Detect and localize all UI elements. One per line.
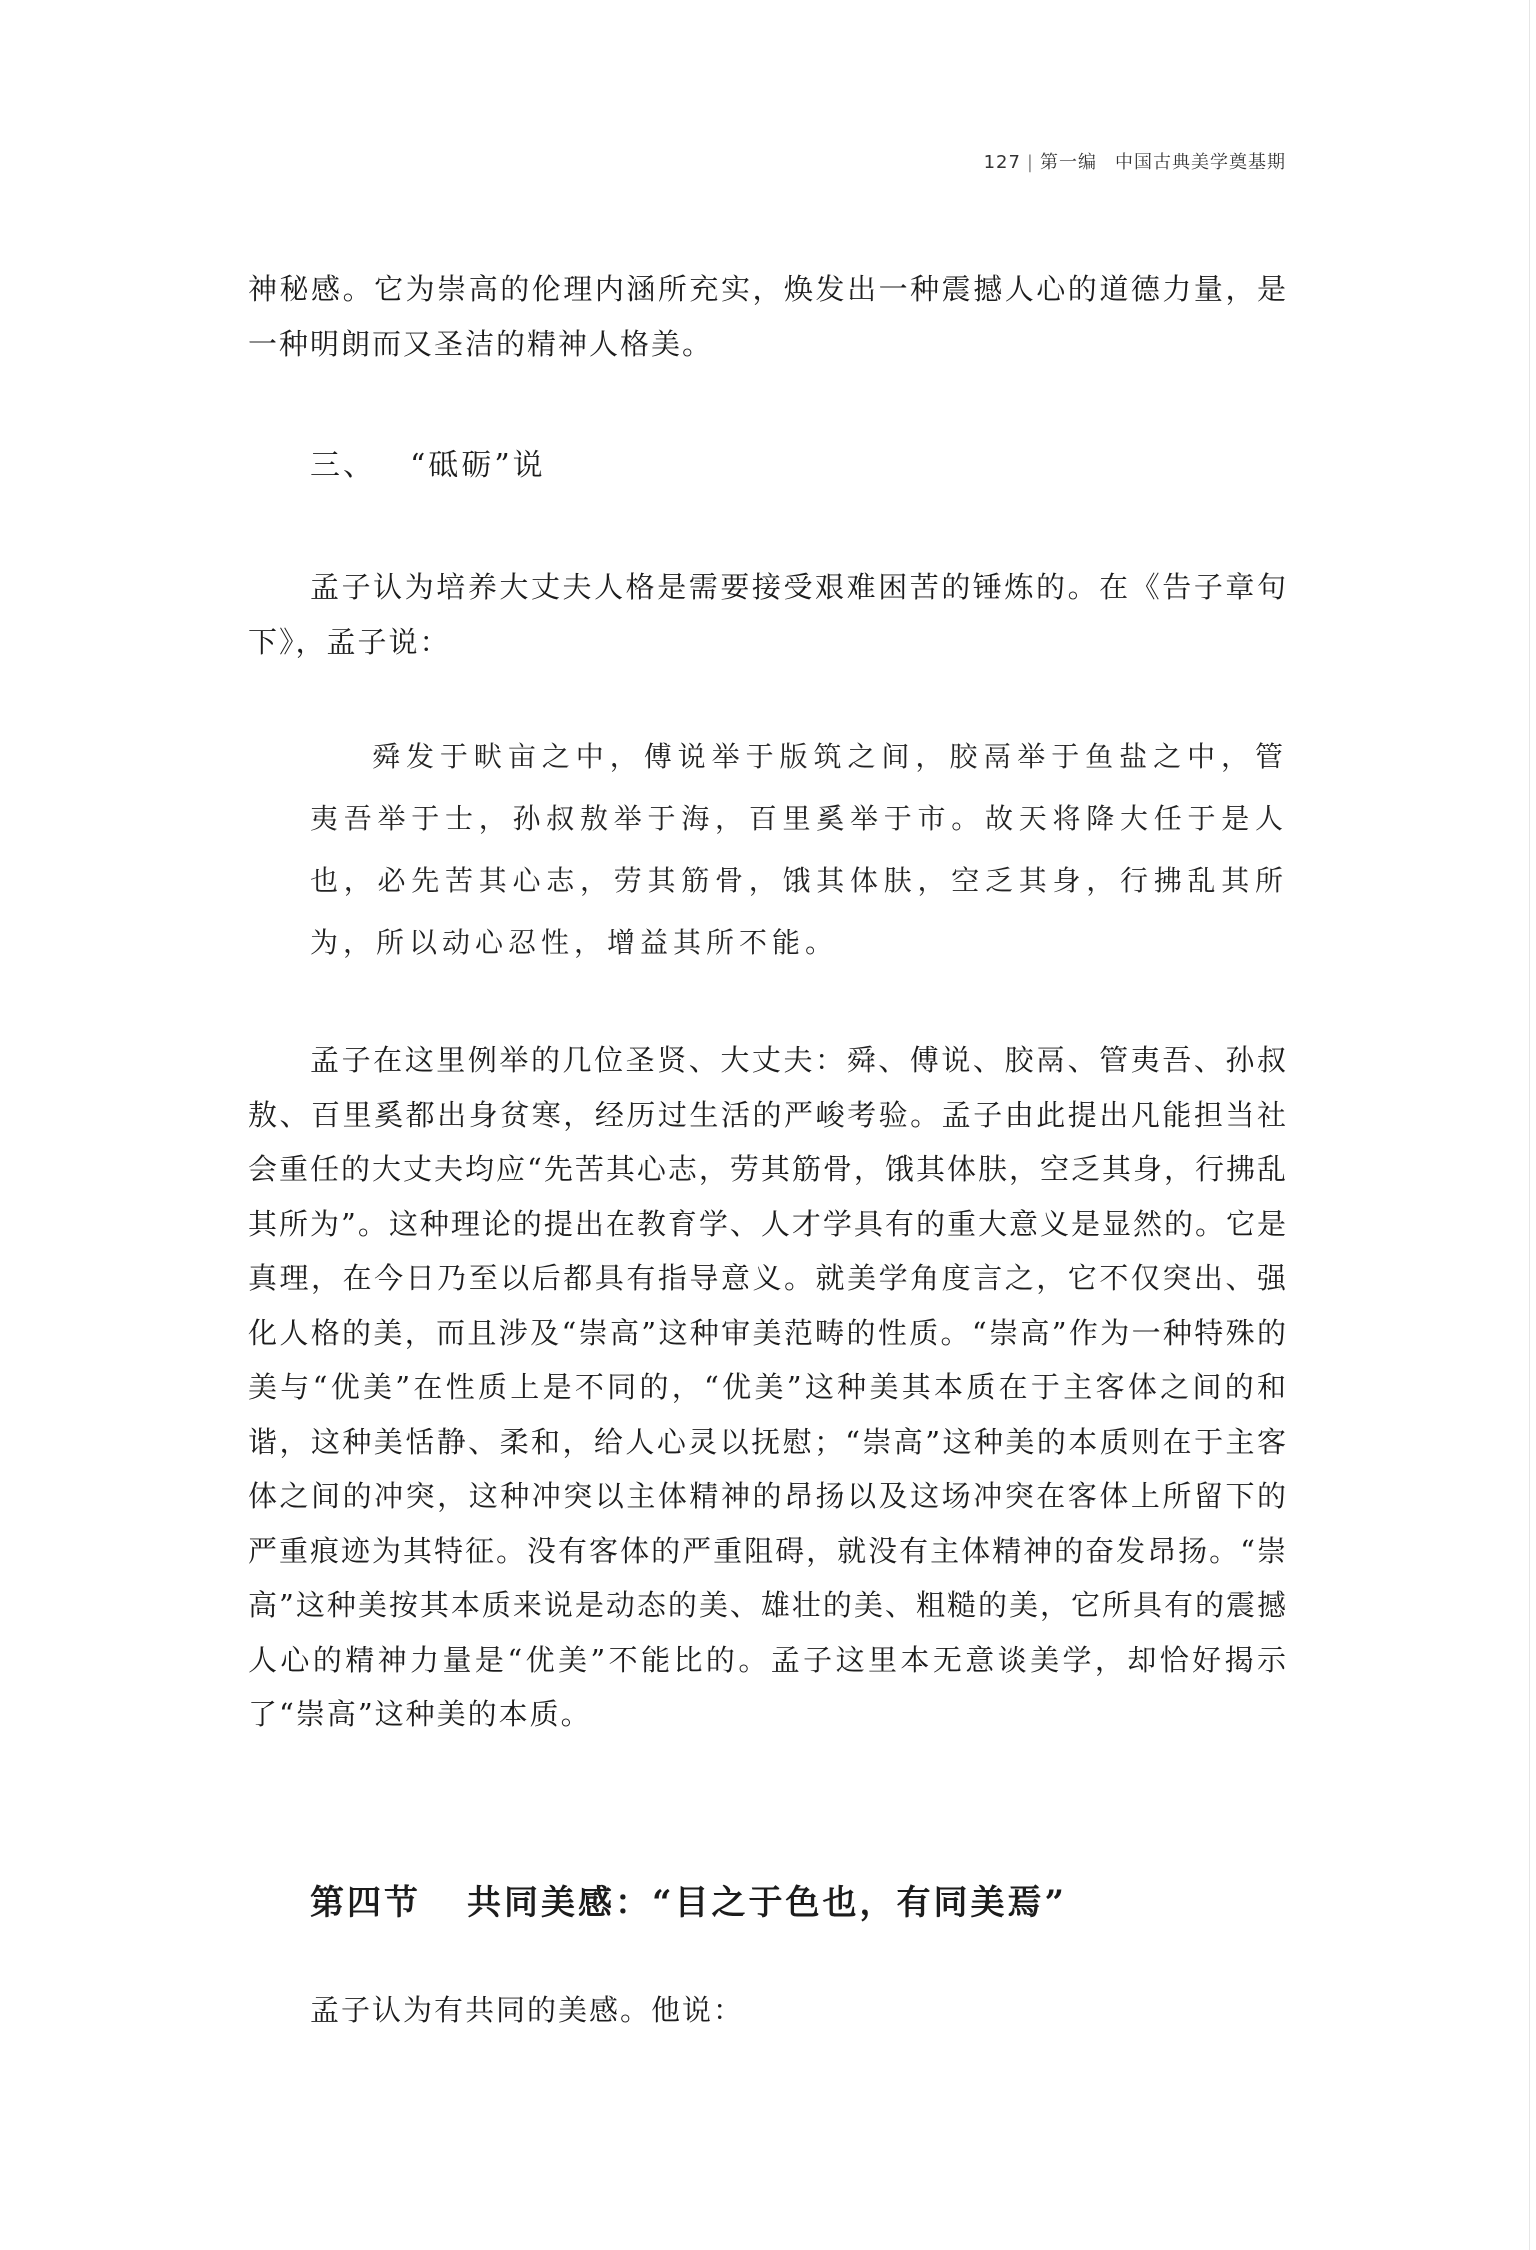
section-title: “砥砺”说 [410,448,546,483]
header-separator: | [1026,152,1034,173]
chapter-title: 共同美感：“目之于色也，有同美焉” [467,1883,1068,1923]
block-quote: 舜发于畎亩之中，傅说举于版筑之间，胶鬲举于鱼盐之中，管夷吾举于士，孙叔敖举于海，百里奚举于市。故天将降大任于是人也，必先苦其心志，劳其筋骨，饿其体肤，空乏其身，行拂乱其所为，所以动心忍性，增益其所不能。 [310,740,1288,959]
section-number: 三、 [310,448,376,483]
part-label: 第一编 [1040,152,1097,173]
page-number: 127 [983,152,1021,173]
paragraph-analysis: 孟子在这里例举的几位圣贤、大丈夫：舜、傅说、胶鬲、管夷吾、孙叔敖、百里奚都出身贫寒，经历过生活的严峻考验。孟子由此提出凡能担当社会重任的大丈夫均应“先苦其心志，劳其筋骨，饿其体肤，空乏其身，行拂乱其所为”。这种理论的提出在教育学、人才学具有的重大意义是显然的。它是真理，在今日乃至以后都具有指导意义。就美学角度言之，它不仅突出、强化人格的美，而且涉及“崇高”这种审美范畴的性质。“崇高”作为一种特殊的美与“优美”在性质上是不同的，“优美”这种美其本质在于主客体之间的和谐，这种美恬静、柔和，给人心灵以抚慰；“崇高”这种美的本质则在于主客体之间的冲突，这种冲突以主体精神的昂扬以及这场冲突在客体上所留下的严重痕迹为其特征。没有客体的严重阻碍，就没有主体精神的奋发昂扬。“崇高”这种美按其本质来说是动态的美、雄壮的美、粗糙的美，它所具有的震撼人心的精神力量是“优美”不能比的。孟子这里本无意谈美学，却恰好揭示了“崇高”这种美的本质。 [248,1043,1288,1731]
paragraph-final: 孟子认为有共同的美感。他说： [310,1993,745,2027]
chapter-label: 第四节 [310,1883,421,1923]
paragraph-intro: 孟子认为培养大丈夫人格是需要接受艰难困苦的锤炼的。在《告子章句下》，孟子说： [248,570,1288,659]
chapter-heading [310,1875,1067,1924]
running-header [984,148,1286,174]
section-heading [310,440,546,484]
page-edge-line [1529,0,1530,2250]
paragraph-continued: 神秘感。它为崇高的伦理内涵所充实，焕发出一种震撼人心的道德力量，是一种明朗而又圣洁的精神人格美。 [248,272,1288,361]
part-title: 中国古典美学奠基期 [1115,152,1286,173]
